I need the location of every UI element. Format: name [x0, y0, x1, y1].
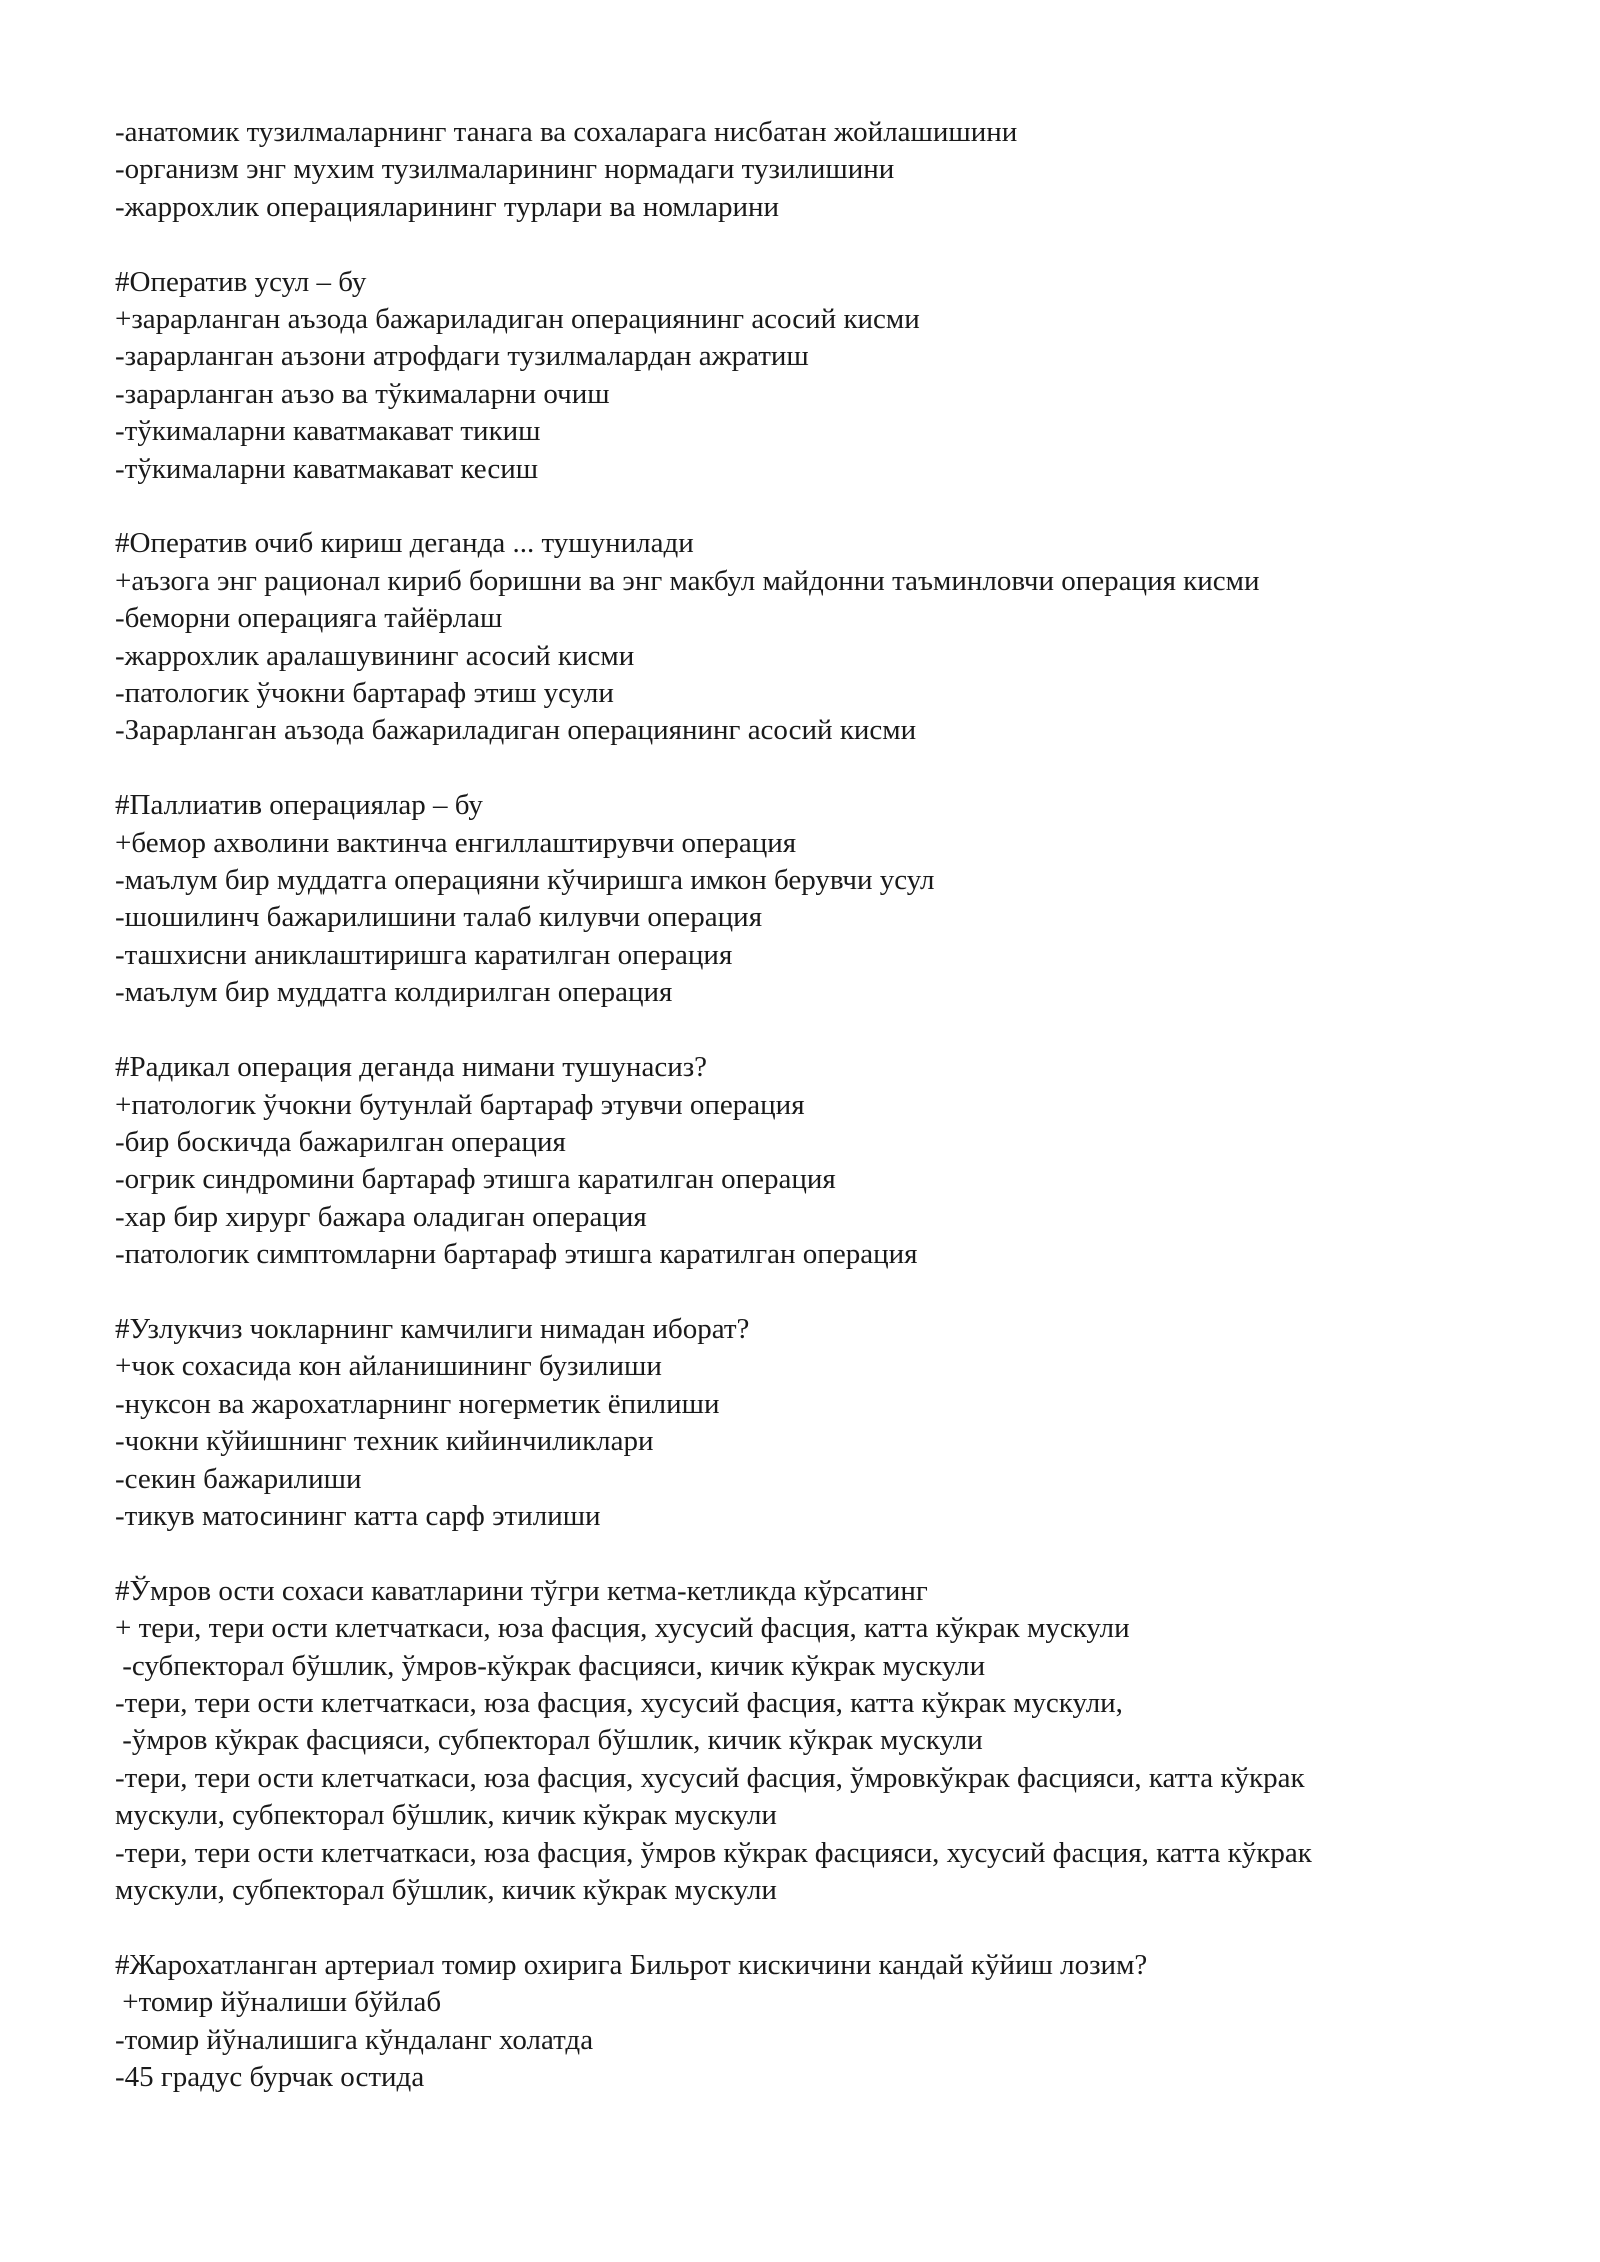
answer-option-line: -тери, тери ости клетчаткаси, юза фасция, ўмров кўкрак фасцияси, хусусий фасция, катта кўкрак [115, 1836, 1312, 1869]
correct-answer-line: +бемор ахволини вактинча енгиллаштирувчи операция [115, 826, 797, 859]
answer-option-line: -анатомик тузилмаларнинг танага ва сохаларага нисбатан жойлашишини [115, 116, 1018, 148]
question-block [115, 787, 1515, 1011]
continuation-line: мускули, субпекторал бўшлик, кичик кўкрак мускули [115, 1874, 777, 1906]
answer-option-line: -тери, тери ости клетчаткаси, юза фасция, хусусий фасция, ўмровкўкрак фасцияси, катта кўкрак [115, 1761, 1305, 1794]
answer-option-line: -тери, тери ости клетчаткаси, юза фасция, хусусий фасция, катта кўкрак мускули, [115, 1686, 1123, 1719]
answer-option-line: -Зарарланган аъзода бажариладиган операциянинг асосий кисми [115, 714, 917, 747]
answer-option-line: -маълум бир муддатга операцияни кўчиришга имкон берувчи усул [115, 864, 935, 897]
answer-option-line: -ташхисни аниклаштиришга каратилган операция [115, 938, 733, 971]
question-block [115, 1311, 1515, 1535]
correct-answer-line: + тери, тери ости клетчаткаси, юза фасция, хусусий фасция, катта кўкрак мускули [115, 1612, 1130, 1645]
answer-option-line: -томир йўналишига кўндаланг холатда [115, 2023, 594, 2056]
question-block [115, 1049, 1515, 1273]
question-line: #Жарохатланган артериал томир охирига Бильрот кискичини кандай кўйиш лозим? [115, 1948, 1148, 1981]
correct-answer-line: +патологик ўчокни бутунлай бартараф этувчи операция [115, 1088, 805, 1121]
correct-answer-line: +зарарланган аъзода бажариладиган операциянинг асосий кисми [115, 303, 920, 336]
answer-option-line: -зарарланган аъзо ва тўкималарни очиш [115, 377, 610, 410]
answer-option-line: -субпекторал бўшлик, ўмров-кўкрак фасцияси, кичик кўкрак мускули [115, 1649, 986, 1682]
answer-option-line: -зарарланган аъзони атрофдаги тузилмалардан ажратиш [115, 340, 809, 373]
question-line: #Паллиатив операциялар – бу [115, 789, 483, 822]
answer-option-line: -жаррохлик аралашувининг асосий кисми [115, 639, 635, 672]
question-line: #Радикал операция деганда нимани тушунасиз? [115, 1051, 708, 1084]
answer-option-line: -тўкималарни каватмакават тикиш [115, 415, 541, 448]
correct-answer-line: +чок сохасида кон айланишининг бузилиши [115, 1350, 662, 1383]
continuation-line: мускули, субпекторал бўшлик, кичик кўкрак мускули [115, 1799, 777, 1832]
answer-option-line: -шошилинч бажарилишини талаб килувчи операция [115, 901, 763, 934]
answer-option-line: -маълум бир муддатга колдирилган операция [115, 976, 673, 1009]
correct-answer-line: +томир йўналиши бўйлаб [115, 1986, 442, 2019]
answer-option-line: -тикув матосининг катта сарф этилиши [115, 1499, 601, 1532]
question-line: #Оператив усул – бу [115, 265, 367, 298]
answer-option-line: -ўмров кўкрак фасцияси, субпекторал бўшлик, кичик кўкрак мускули [115, 1724, 983, 1757]
question-block [115, 1573, 1515, 1910]
answer-option-line: -секин бажарилиши [115, 1462, 362, 1495]
answer-option-line: -жаррохлик операцияларининг турлари ва номларини [115, 190, 780, 223]
question-block [115, 114, 1515, 226]
question-block [115, 264, 1515, 488]
answer-option-line: -патологик симптомларни бартараф этишга каратилган операция [115, 1238, 918, 1271]
question-line: #Ўмров ости сохаси каватларини тўгри кетма-кетликда кўрсатинг [115, 1574, 928, 1607]
answer-option-line: -тўкималарни каватмакават кесиш [115, 452, 539, 485]
answer-option-line: -45 градус бурчак остида [115, 2061, 425, 2094]
answer-option-line: -хар бир хирург бажара оладиган операция [115, 1200, 647, 1233]
question-line: #Оператив очиб кириш деганда ... тушунилади [115, 527, 694, 560]
question-line: #Узлукчиз чокларнинг камчилиги нимадан иборат? [115, 1312, 750, 1345]
answer-option-line: -патологик ўчокни бартараф этиш усули [115, 677, 614, 710]
question-block [115, 525, 1515, 749]
correct-answer-line: +аъзога энг рационал кириб боришни ва энг макбул майдонни таъминловчи операция кисми [115, 564, 1260, 597]
document-page [115, 114, 1515, 2134]
answer-option-line: -чокни кўйишнинг техник кийинчиликлари [115, 1425, 654, 1458]
answer-option-line: -нуксон ва жарохатларнинг ногерметик ёпилиши [115, 1387, 720, 1420]
answer-option-line: -бир боскичда бажарилган операция [115, 1125, 566, 1158]
question-block [115, 1947, 1515, 2097]
answer-option-line: -огрик синдромини бартараф этишга каратилган операция [115, 1163, 836, 1196]
answer-option-line: -организм энг мухим тузилмаларининг нормадаги тузилишини [115, 153, 895, 186]
answer-option-line: -беморни операцияга тайёрлаш [115, 602, 503, 635]
